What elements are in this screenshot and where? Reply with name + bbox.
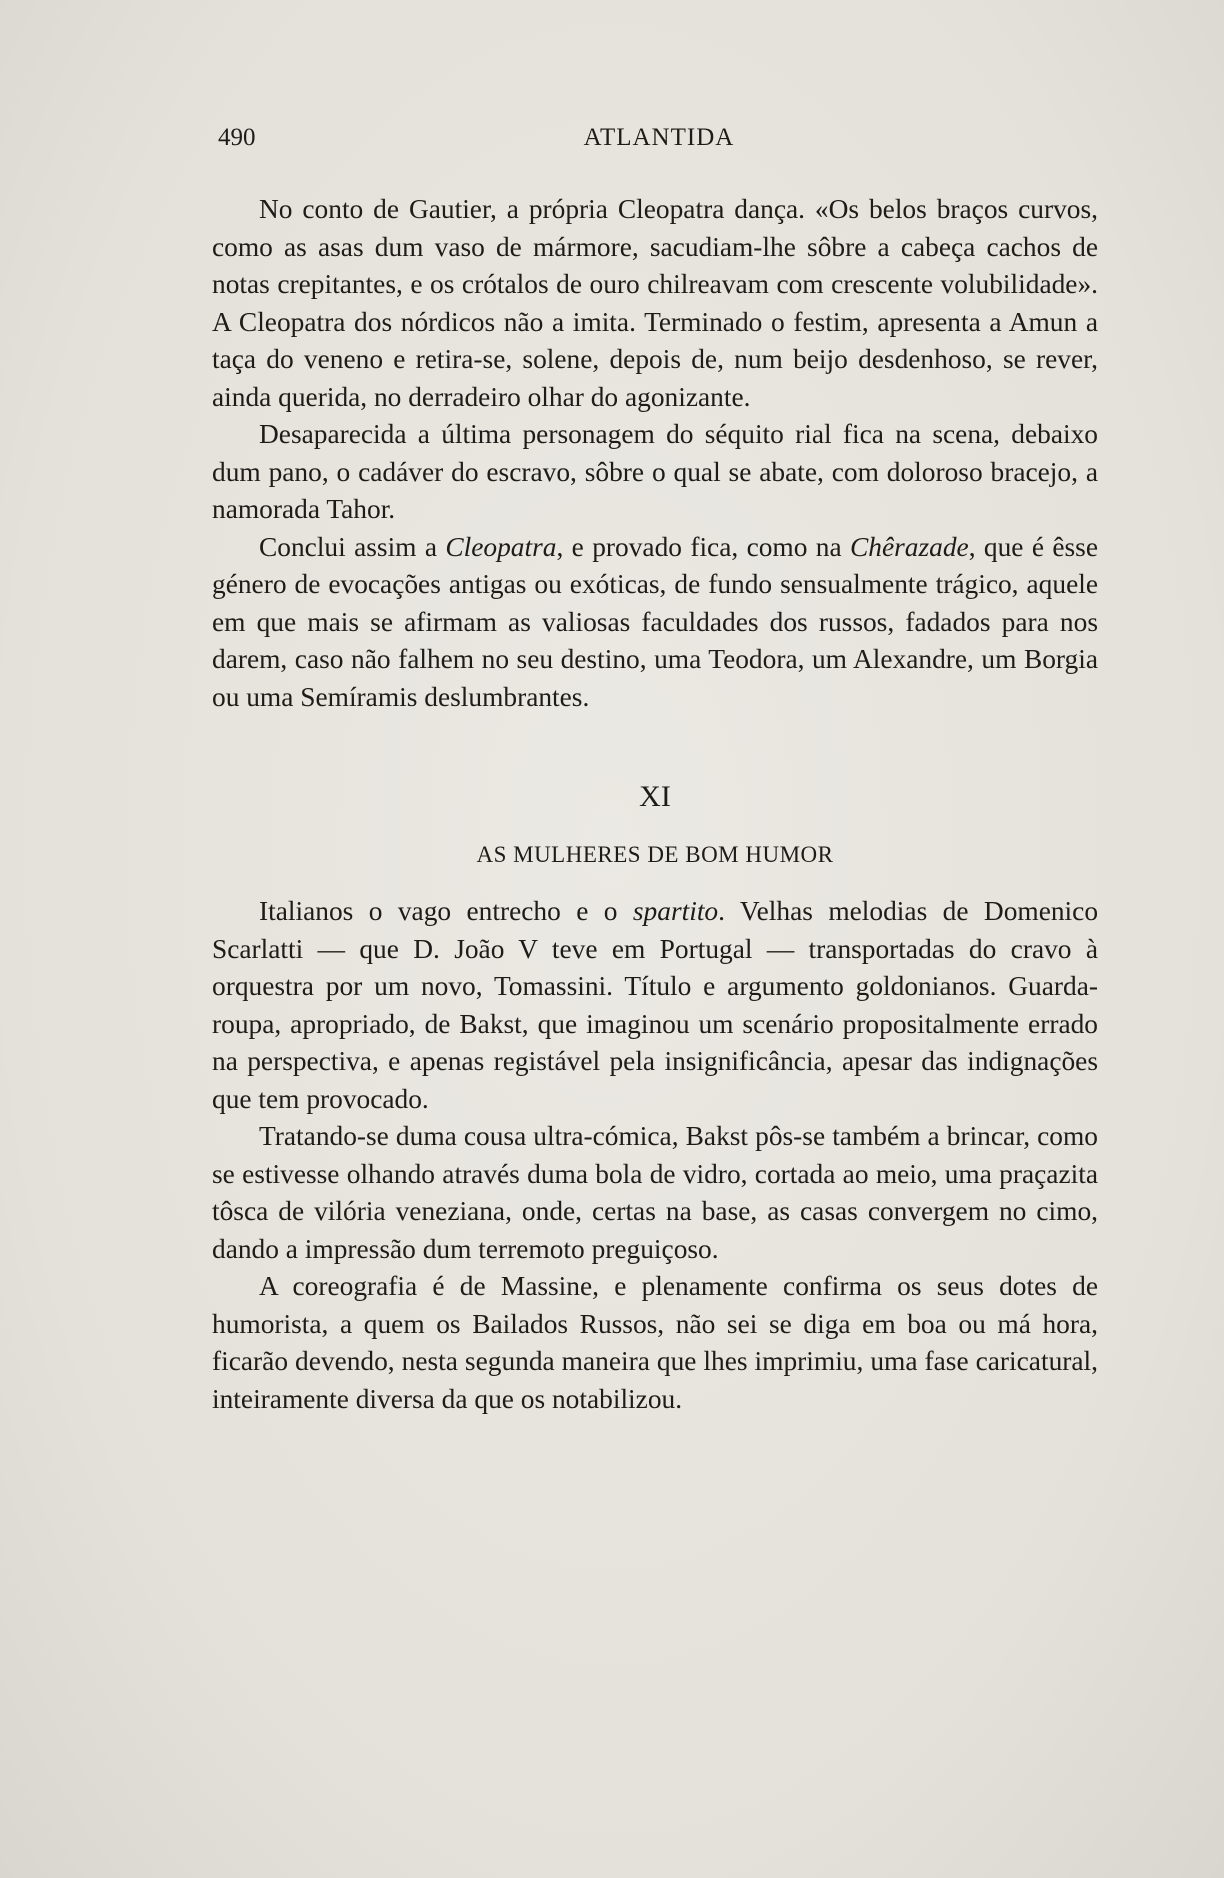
chapter-number: XI xyxy=(639,780,671,813)
text-run: , e provado fica, como na xyxy=(556,531,851,562)
italic-title-cleopatra: Cleopatra xyxy=(445,531,557,562)
text-run: Conclui assim a xyxy=(259,531,446,562)
running-head xyxy=(218,124,1100,164)
italic-word-spartito: spartito xyxy=(632,896,719,926)
paragraph-conclui xyxy=(212,529,1098,717)
text-run: Italianos o vago entrecho e o xyxy=(259,896,633,926)
paragraph-gautier: No conto de Gautier, a própria Cleopatra dança. «Os belos braços curvos, como as asas dum vaso de mármore, sacudiam-lhe sôbre a cabeça cachos de notas crepitantes, e os crótalos de ouro chilreavam com crescente volubilidade». A Cleopatra dos nórdicos não a imita. Terminado o festim, apresenta a Amun a taça do veneno e retira-se, solene, depois de, num beijo desdenhoso, se rever, ainda querida, no derradeiro olhar do agonizante. xyxy=(212,194,1098,412)
running-title: ATLANTIDA xyxy=(583,124,735,151)
page-number: 490 xyxy=(218,124,256,151)
paragraph-sequito: Desaparecida a última personagem do séquito rial fica na scena, debaixo dum pano, o cadáver do escravo, sôbre o qual se abate, com doloroso bracejo, a namorada Tahor. xyxy=(212,419,1098,524)
italic-title-cherazade: Chêrazade xyxy=(850,531,969,562)
paragraph-bakst: Tratando-se duma cousa ultra-cómica, Bakst pôs-se também a brincar, como se estivesse olhando através duma bola de vidro, cortada ao meio, uma praçazita tôsca de vilória veneziana, onde, certas na base, as casas convergem no cimo, dando a impressão dum terremoto preguiçoso. xyxy=(212,1121,1098,1264)
paragraph-italianos xyxy=(212,893,1098,1118)
text-run: , que é êsse género de evocações antigas ou exóticas, de fundo sensualmente trágico, aquele em que mais se afirmam as valiosas faculdades dos russos, fadados para nos darem, caso não falhem no seu destino, uma Teodora, um Alexandre, um Borgia ou uma Semíramis deslumbrantes. xyxy=(212,531,1098,712)
body-text xyxy=(212,191,1098,1418)
chapter-title: AS MULHERES DE BOM HUMOR xyxy=(476,841,834,867)
text-run: . Velhas melodias de Domenico Scarlatti — que D. João V teve em Portugal — transportadas do cravo à orquestra por um novo, Tomassini. Título e argumento goldonianos. Guarda-roupa, apropriado, de Bakst, que imaginou um scenário propositalmente errado na perspectiva, e apenas registável pela insignificância, apesar das indignações que tem provocado. xyxy=(212,896,1099,1114)
paragraph-coreografia: A coreografia é de Massine, e plenamente confirma os seus dotes de humorista, a quem os Bailados Russos, não sei se diga em boa ou má hora, ficarão devendo, nesta segunda maneira que lhes imprimiu, uma fase caricatural, inteiramente diversa da que os notabilizou. xyxy=(212,1271,1098,1414)
